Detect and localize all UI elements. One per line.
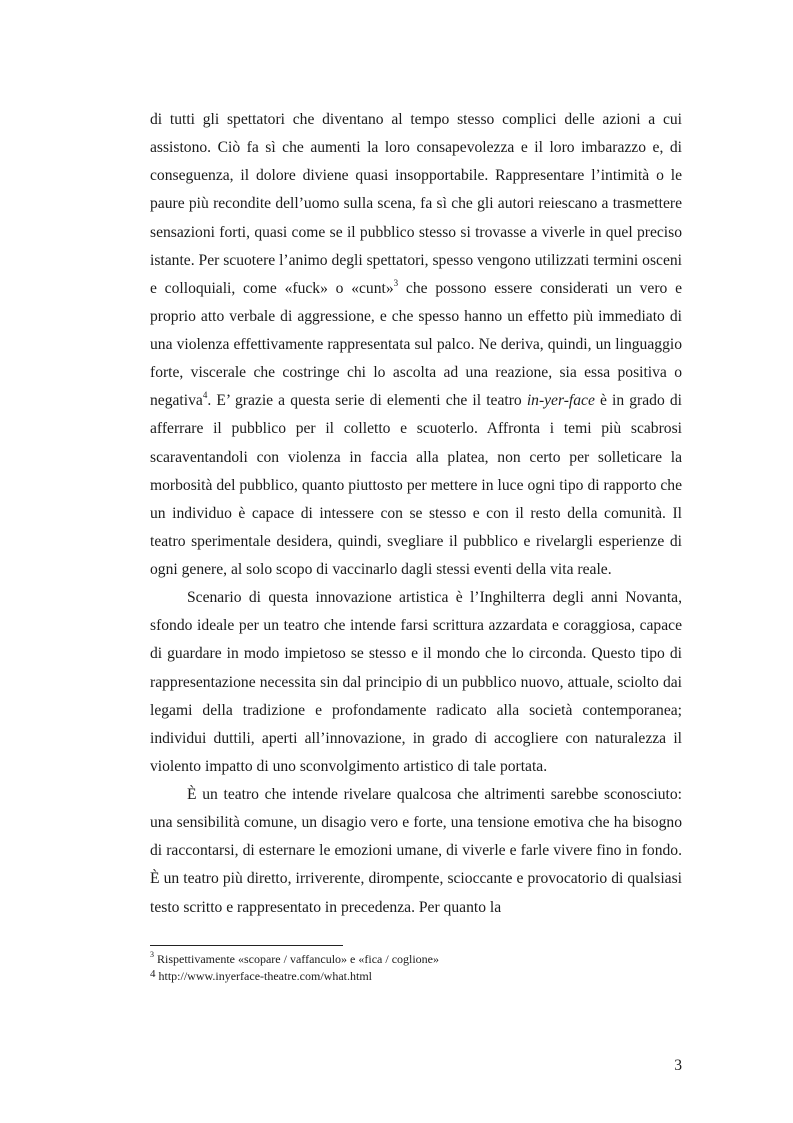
paragraph-2: Scenario di questa innovazione artistica è l’Inghilterra degli anni Novanta, sfondo ideale per un teatro che intende farsi scrittura azzardata e coraggiosa, capace di guardare in modo impietoso se stesso e il mondo che lo circonda. Questo tipo di rappresentazione necessita sin dal principio di un pubblico nuovo, attuale, sciolto dai legami della tradizione e profondamente radicato alla società contemporanea; individui duttili, aperti all’innovazione, in grado di accogliere con naturalezza il violento impatto di uno sconvolgimento artistico di tale portata. [150,589,682,775]
page-number: 3 [674,1057,682,1074]
paragraph-1 [150,106,682,584]
italic-term: in-yer-face [526,392,595,410]
footnotes [150,951,682,985]
paragraph-3: È un teatro che intende rivelare qualcosa che altrimenti sarebbe sconosciuto: una sensibilità comune, un disagio vero e forte, una tensione emotiva che ha bisogno di raccontarsi, di esternare le emozioni umane, di viverle e farle vivere fino in fondo. È un teatro più diretto, irriverente, dirompente, scioccante e provocatorio di qualsiasi testo scritto e rappresentato in precedenza. Per quanto la [150,786,682,916]
paragraph-1-part-3: . E’ grazie a questa serie di elementi che il teatro [207,392,527,410]
paragraph-1-part-4: è in grado di afferrare il pubblico per il colletto e scuoterlo. Affronta i temi più scabrosi scaraventandoli con violenza in faccia alla platea, non certo per solleticare la morbosità del pubblico, quanto piuttosto per mettere in luce ogni tipo di rapporto che un individuo è capace di intessere con se stesso e con il resto della comunità. Il teatro sperimentale desidera, quindi, svegliare il pubblico e rivelargli esperienze di ogni genere, al solo scopo di vaccinarlo dagli stessi eventi della vita reale. [150,392,682,578]
body-text [150,106,682,922]
footnote-ref-3: 3 [393,277,399,288]
footnote-ref-4: 4 [202,390,208,401]
footnote-text: http://www.inyerface-theatre.com/what.html [158,969,372,983]
paragraph-1-part-2: che possono essere considerati un vero e proprio atto verbale di aggressione, e che spesso hanno un effetto più immediato di una violenza effettivamente rappresentata sul palco. Ne deriva, quindi, un linguaggio forte, viscerale che costringe chi lo ascolta ad una reazione, sia essa positiva o negativa [150,279,683,410]
footnote-number: 4 [150,968,156,980]
footnote-4 [150,968,682,985]
paragraph-1-part-1: di tutti gli spettatori che diventano al tempo stesso complici delle azioni a cui assistono. Ciò fa sì che aumenti la loro consapevolezza e il loro imbarazzo e, di conseguenza, il dolore diviene quasi insopportabile. Rappresentare l’intimità o le paure più recondite dell’uomo sulla scena, fa sì che gli autori reiescano a trasmettere sensazioni forti, quasi come se il pubblico stesso si trovasse a viverle in quel preciso istante. Per scuotere l’animo degli spettatori, spesso vengono utilizzati termini osceni e colloquiali, come «fuck» o «cunt» [150,111,682,297]
footnote-number: 3 [150,950,154,959]
footnote-text: Rispettivamente «scopare / vaffanculo» e «fica / coglione» [157,952,440,966]
footnote-3 [150,951,682,968]
footnote-separator [150,945,343,946]
